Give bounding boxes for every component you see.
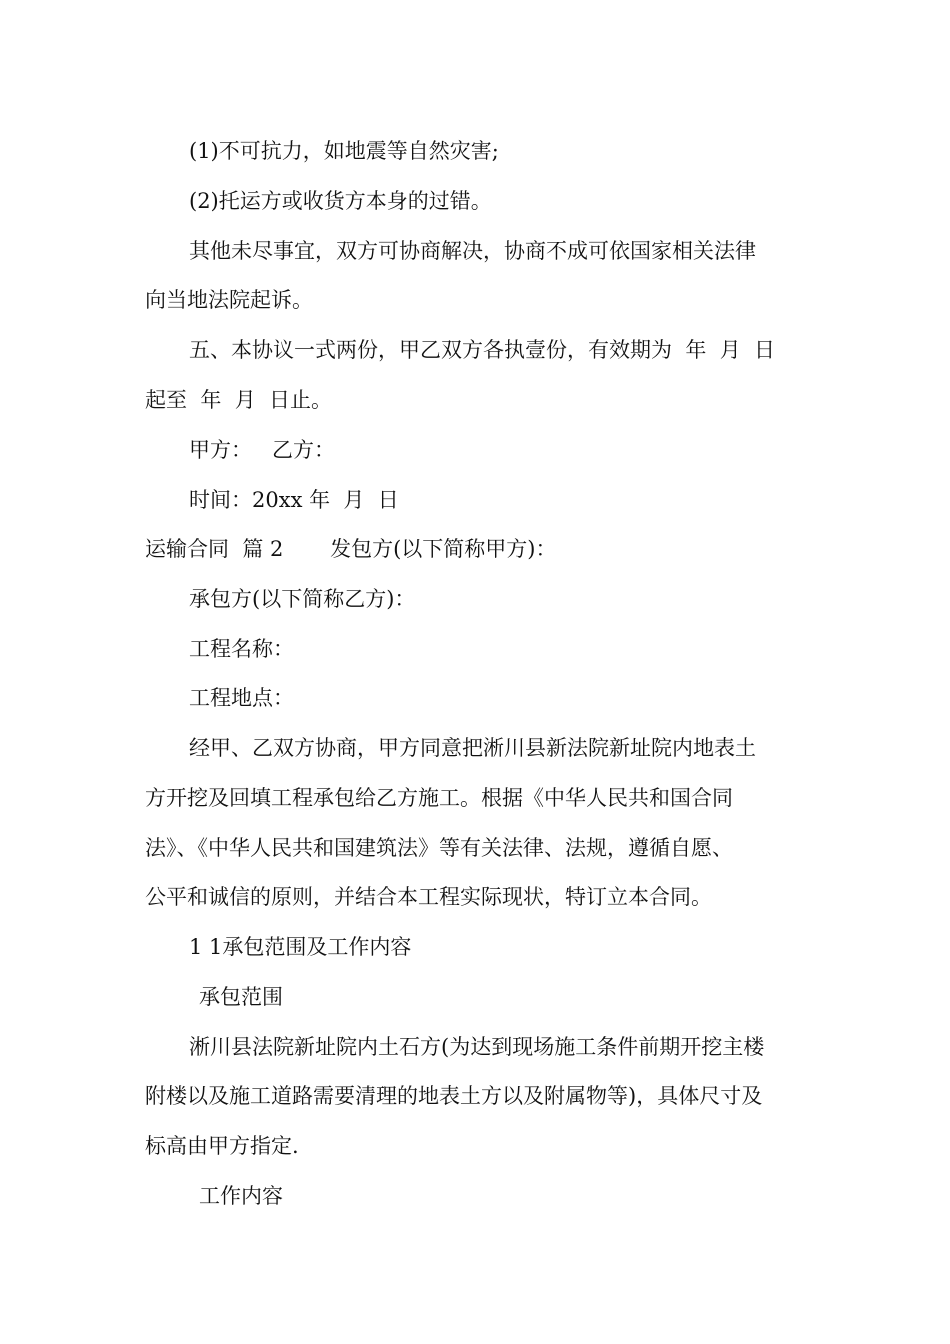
clause-copies: 五、本协议一式两份，甲乙双方各执壹份，有效期为 年 月 日 (189, 338, 776, 362)
clause-other-matters: 其他未尽事宜，双方可协商解决，协商不成可依国家相关法律 (189, 239, 756, 263)
scope-para-1: 淅川县法院新址院内土石方(为达到现场施工条件前期开挖主楼 (189, 1035, 765, 1059)
agreement-para-3: 法》、《中华人民共和国建筑法》等有关法律、法规，遵循自愿、 (145, 836, 733, 860)
project-name: 工程名称： (189, 637, 294, 661)
clause-force-majeure: (1)不可抗力，如地震等自然灾害; (189, 139, 499, 163)
scope-para-3: 标高由甲方指定. (145, 1134, 299, 1158)
subsection-scope: 承包范围 (199, 985, 283, 1009)
party-signatures: 甲方： 乙方： (189, 438, 336, 462)
signature-date: 时间：20xx 年 月 日 (189, 488, 399, 512)
project-location: 工程地点： (189, 686, 294, 710)
clause-shipper-fault: (2)托运方或收货方本身的过错。 (189, 189, 492, 213)
section-scope-heading: 1 1承包范围及工作内容 (189, 935, 412, 959)
section-heading-contract-2: 运输合同 篇 2 发包方(以下简称甲方)： (145, 537, 557, 561)
scope-para-2: 附楼以及施工道路需要清理的地表土方以及附属物等)，具体尺寸及 (145, 1084, 763, 1108)
agreement-para-1: 经甲、乙双方协商，甲方同意把淅川县新法院新址院内地表土 (189, 736, 756, 760)
agreement-para-2: 方开挖及回填工程承包给乙方施工。根据《中华人民共和国合同 (145, 786, 733, 810)
contractor-party: 承包方(以下简称乙方)： (189, 587, 416, 611)
agreement-para-4: 公平和诚信的原则，并结合本工程实际现状，特订立本合同。 (145, 885, 712, 909)
clause-copies-cont: 起至 年 月 日止。 (145, 388, 333, 412)
clause-other-matters-cont: 向当地法院起诉。 (145, 288, 313, 312)
subsection-work-content: 工作内容 (199, 1184, 283, 1208)
